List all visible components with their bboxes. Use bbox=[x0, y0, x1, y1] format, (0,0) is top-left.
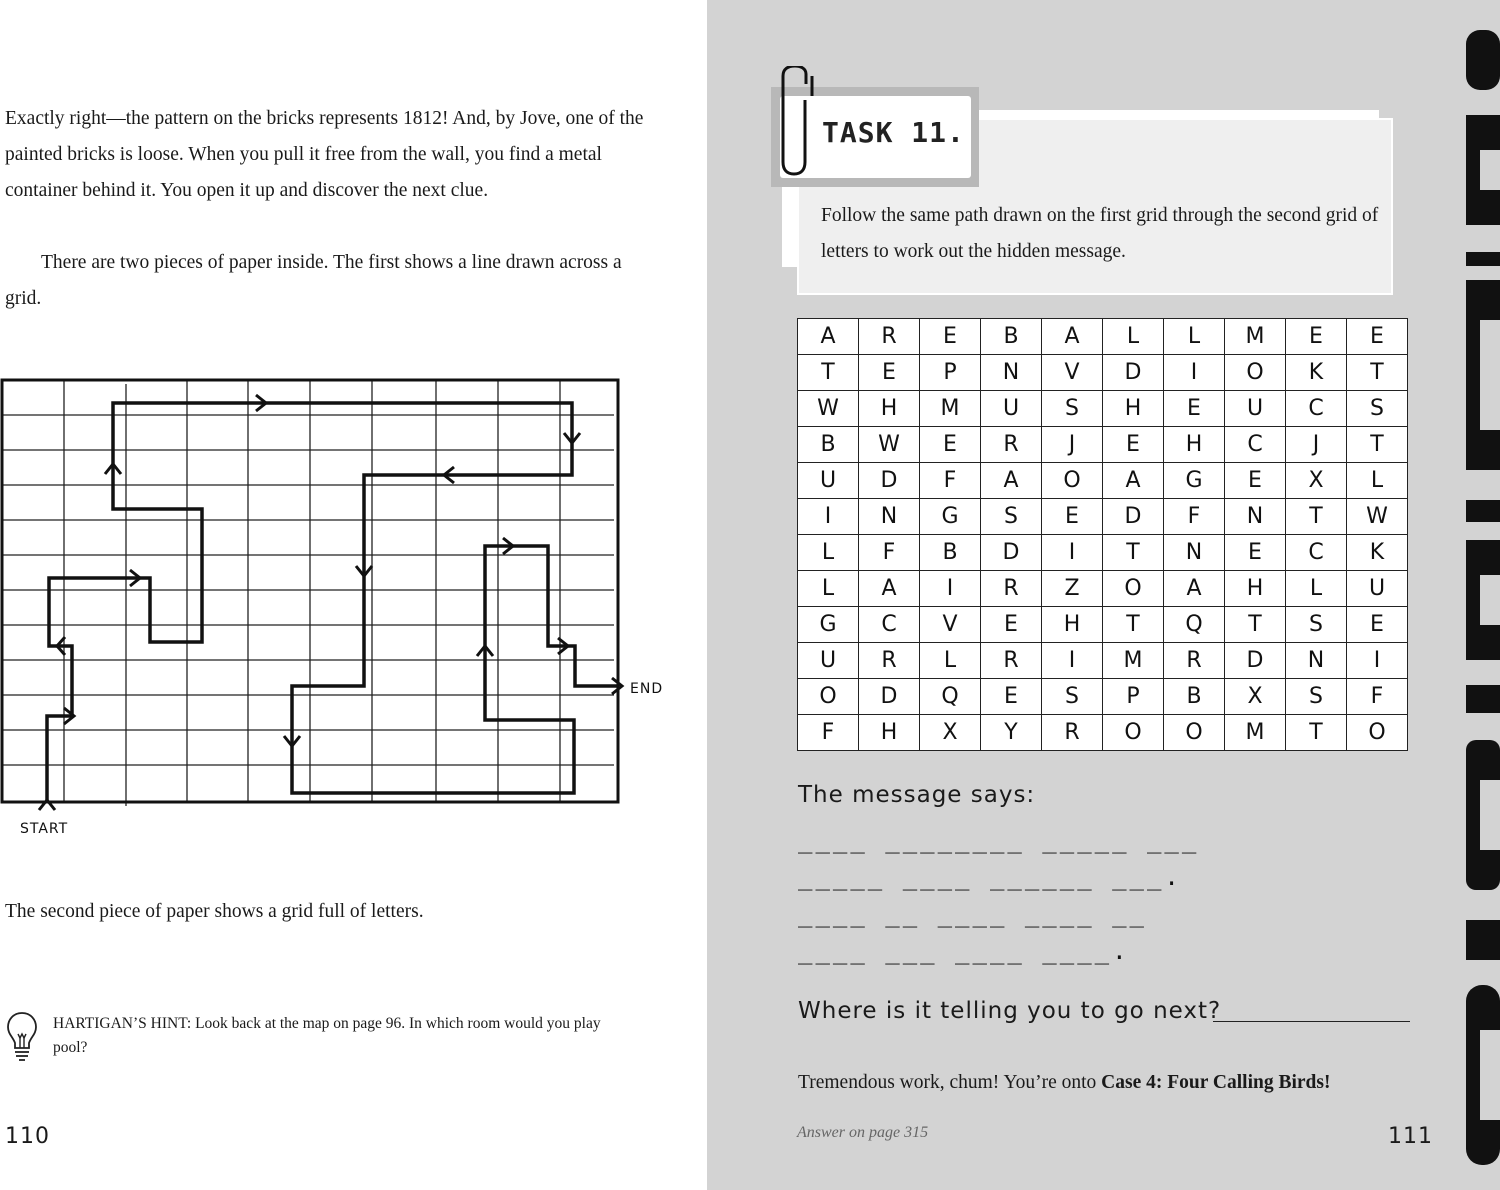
answer-blanks-line-1[interactable]: ____ ________ _____ ___ bbox=[798, 826, 1200, 854]
sidebar-decoration bbox=[1462, 20, 1500, 1180]
letter-grid-row bbox=[798, 535, 1408, 571]
letter-cell: U bbox=[981, 391, 1042, 427]
letter-cell: W bbox=[859, 427, 920, 463]
letter-grid-row bbox=[798, 463, 1408, 499]
letter-cell: E bbox=[920, 319, 981, 355]
letter-cell: G bbox=[1164, 463, 1225, 499]
letter-cell: V bbox=[920, 607, 981, 643]
letter-cell: S bbox=[1042, 679, 1103, 715]
letter-cell: D bbox=[859, 679, 920, 715]
letter-cell: X bbox=[1286, 463, 1347, 499]
letter-cell: R bbox=[1164, 643, 1225, 679]
letter-cell: E bbox=[1225, 463, 1286, 499]
letter-cell: O bbox=[1103, 571, 1164, 607]
letter-cell: L bbox=[920, 643, 981, 679]
letter-cell: O bbox=[1347, 715, 1408, 751]
letter-cell: R bbox=[981, 427, 1042, 463]
letter-cell: N bbox=[1164, 535, 1225, 571]
letter-cell: S bbox=[981, 499, 1042, 535]
letter-cell: S bbox=[1286, 607, 1347, 643]
letter-grid-row bbox=[798, 499, 1408, 535]
letter-cell: F bbox=[859, 535, 920, 571]
letter-cell: E bbox=[1103, 427, 1164, 463]
letter-cell: X bbox=[1225, 679, 1286, 715]
letter-cell: U bbox=[798, 643, 859, 679]
letter-cell: O bbox=[1225, 355, 1286, 391]
letter-cell: O bbox=[1103, 715, 1164, 751]
letter-cell: D bbox=[1225, 643, 1286, 679]
answer-blanks-line-3[interactable]: ____ __ ____ ____ __ bbox=[798, 900, 1147, 928]
right-page-number: 111 bbox=[1388, 1124, 1433, 1149]
letter-cell: A bbox=[981, 463, 1042, 499]
letter-cell: I bbox=[1042, 535, 1103, 571]
letter-cell: U bbox=[1225, 391, 1286, 427]
letter-cell: C bbox=[859, 607, 920, 643]
letter-cell: T bbox=[1103, 535, 1164, 571]
letter-cell: L bbox=[798, 571, 859, 607]
letter-cell: A bbox=[1103, 463, 1164, 499]
letter-cell: G bbox=[920, 499, 981, 535]
left-page bbox=[0, 0, 707, 1190]
letter-cell: W bbox=[798, 391, 859, 427]
letter-cell: E bbox=[981, 679, 1042, 715]
letter-cell: G bbox=[798, 607, 859, 643]
letter-cell: N bbox=[1225, 499, 1286, 535]
letter-cell: M bbox=[1225, 715, 1286, 751]
letter-grid bbox=[797, 318, 1408, 751]
paperclip-icon bbox=[778, 66, 824, 178]
letter-cell: B bbox=[920, 535, 981, 571]
letter-cell: J bbox=[1286, 427, 1347, 463]
letter-cell: S bbox=[1347, 391, 1408, 427]
letter-cell: P bbox=[1103, 679, 1164, 715]
path-grid bbox=[0, 370, 680, 850]
letter-cell: O bbox=[1042, 463, 1103, 499]
letter-grid-row bbox=[798, 319, 1408, 355]
letter-cell: L bbox=[1286, 571, 1347, 607]
letter-cell: E bbox=[859, 355, 920, 391]
letter-cell: O bbox=[798, 679, 859, 715]
letter-cell: E bbox=[1347, 607, 1408, 643]
letter-cell: F bbox=[920, 463, 981, 499]
letter-cell: O bbox=[1164, 715, 1225, 751]
letter-grid-row bbox=[798, 571, 1408, 607]
letter-cell: T bbox=[1286, 499, 1347, 535]
letter-cell: E bbox=[1225, 535, 1286, 571]
letter-cell: M bbox=[1103, 643, 1164, 679]
letter-cell: D bbox=[1103, 355, 1164, 391]
answer-blanks-line-4[interactable]: ____ ___ ____ ____. bbox=[798, 937, 1130, 965]
letter-cell: J bbox=[1042, 427, 1103, 463]
letter-cell: I bbox=[1347, 643, 1408, 679]
letter-cell: E bbox=[1347, 319, 1408, 355]
letter-grid-row bbox=[798, 715, 1408, 751]
letter-cell: E bbox=[1042, 499, 1103, 535]
hartigans-hint: HARTIGAN’S HINT: Look back at the map on page 96. In which room would you play pool? bbox=[53, 1015, 601, 1056]
letter-cell: E bbox=[1286, 319, 1347, 355]
letter-cell: H bbox=[1225, 571, 1286, 607]
letter-cell: N bbox=[859, 499, 920, 535]
letter-cell: U bbox=[798, 463, 859, 499]
letter-cell: L bbox=[1347, 463, 1408, 499]
letter-cell: F bbox=[1164, 499, 1225, 535]
letter-cell: B bbox=[1164, 679, 1225, 715]
third-paragraph: The second piece of paper shows a grid full of letters. bbox=[5, 901, 424, 922]
letter-cell: T bbox=[1286, 715, 1347, 751]
letter-cell: F bbox=[798, 715, 859, 751]
letter-cell: S bbox=[1286, 679, 1347, 715]
task-title: TASK 11. bbox=[822, 116, 965, 149]
letter-grid-row bbox=[798, 643, 1408, 679]
letter-cell: Z bbox=[1042, 571, 1103, 607]
letter-cell: E bbox=[1164, 391, 1225, 427]
letter-cell: T bbox=[1103, 607, 1164, 643]
letter-cell: R bbox=[981, 643, 1042, 679]
closing-text bbox=[798, 1072, 1330, 1094]
letter-cell: N bbox=[981, 355, 1042, 391]
letter-cell: L bbox=[1103, 319, 1164, 355]
letter-cell: C bbox=[1286, 535, 1347, 571]
letter-cell: W bbox=[1347, 499, 1408, 535]
letter-cell: I bbox=[920, 571, 981, 607]
letter-cell: I bbox=[1164, 355, 1225, 391]
letter-cell: I bbox=[1042, 643, 1103, 679]
letter-cell: E bbox=[920, 427, 981, 463]
second-paragraph: There are two pieces of paper inside. The first shows a line drawn across a grid. bbox=[5, 252, 622, 309]
letter-cell: P bbox=[920, 355, 981, 391]
letter-cell: E bbox=[981, 607, 1042, 643]
letter-cell: R bbox=[859, 643, 920, 679]
letter-cell: M bbox=[1225, 319, 1286, 355]
letter-cell: A bbox=[1164, 571, 1225, 607]
letter-cell: L bbox=[798, 535, 859, 571]
where-question: Where is it telling you to go next? bbox=[798, 998, 1222, 1024]
letter-cell: B bbox=[798, 427, 859, 463]
message-label: The message says: bbox=[798, 782, 1036, 808]
letter-cell: C bbox=[1225, 427, 1286, 463]
letter-cell: H bbox=[1103, 391, 1164, 427]
letter-grid-row bbox=[798, 427, 1408, 463]
letter-cell: R bbox=[1042, 715, 1103, 751]
letter-cell: U bbox=[1347, 571, 1408, 607]
letter-grid-row bbox=[798, 607, 1408, 643]
letter-cell: A bbox=[798, 319, 859, 355]
answer-note: Answer on page 315 bbox=[797, 1124, 929, 1141]
letter-cell: H bbox=[1042, 607, 1103, 643]
letter-cell: K bbox=[1347, 535, 1408, 571]
answer-blanks-line-2[interactable]: _____ ____ ______ ___. bbox=[798, 863, 1182, 891]
letter-cell: D bbox=[859, 463, 920, 499]
letter-cell: H bbox=[859, 715, 920, 751]
letter-cell: A bbox=[859, 571, 920, 607]
letter-cell: V bbox=[1042, 355, 1103, 391]
letter-cell: Q bbox=[1164, 607, 1225, 643]
letter-cell: Q bbox=[920, 679, 981, 715]
end-label: END bbox=[630, 681, 664, 697]
closing-text-bold: Case 4: Four Calling Birds! bbox=[1101, 1072, 1331, 1093]
intro-paragraph: Exactly right—the pattern on the bricks represents 1812! And, by Jove, one of the painted bricks is loose. When you pull it free from the wall, you find a metal container behind it. You open it up and discover the next clue. bbox=[5, 108, 644, 201]
letter-cell: D bbox=[981, 535, 1042, 571]
letter-cell: R bbox=[859, 319, 920, 355]
task-instructions: Follow the same path drawn on the first grid through the second grid of letters to work out the hidden message. bbox=[821, 205, 1379, 262]
letter-grid-row bbox=[798, 679, 1408, 715]
letter-cell: T bbox=[1225, 607, 1286, 643]
letter-cell: T bbox=[1347, 427, 1408, 463]
letter-cell: I bbox=[798, 499, 859, 535]
letter-cell: D bbox=[1103, 499, 1164, 535]
letter-cell: L bbox=[1164, 319, 1225, 355]
letter-cell: K bbox=[1286, 355, 1347, 391]
letter-cell: T bbox=[1347, 355, 1408, 391]
start-label: START bbox=[20, 821, 69, 837]
left-page-number: 110 bbox=[5, 1124, 50, 1149]
letter-cell: R bbox=[981, 571, 1042, 607]
letter-cell: M bbox=[920, 391, 981, 427]
closing-text-plain: Tremendous work, chum! You’re onto bbox=[798, 1072, 1102, 1093]
letter-cell: H bbox=[1164, 427, 1225, 463]
letter-grid-row bbox=[798, 391, 1408, 427]
letter-cell: Y bbox=[981, 715, 1042, 751]
letter-cell: A bbox=[1042, 319, 1103, 355]
letter-cell: X bbox=[920, 715, 981, 751]
letter-cell: C bbox=[1286, 391, 1347, 427]
where-answer-line[interactable] bbox=[1213, 1021, 1410, 1022]
lightbulb-icon bbox=[5, 1010, 39, 1062]
letter-grid-row bbox=[798, 355, 1408, 391]
letter-cell: F bbox=[1347, 679, 1408, 715]
letter-cell: H bbox=[859, 391, 920, 427]
letter-cell: T bbox=[798, 355, 859, 391]
letter-cell: B bbox=[981, 319, 1042, 355]
letter-cell: S bbox=[1042, 391, 1103, 427]
letter-cell: N bbox=[1286, 643, 1347, 679]
